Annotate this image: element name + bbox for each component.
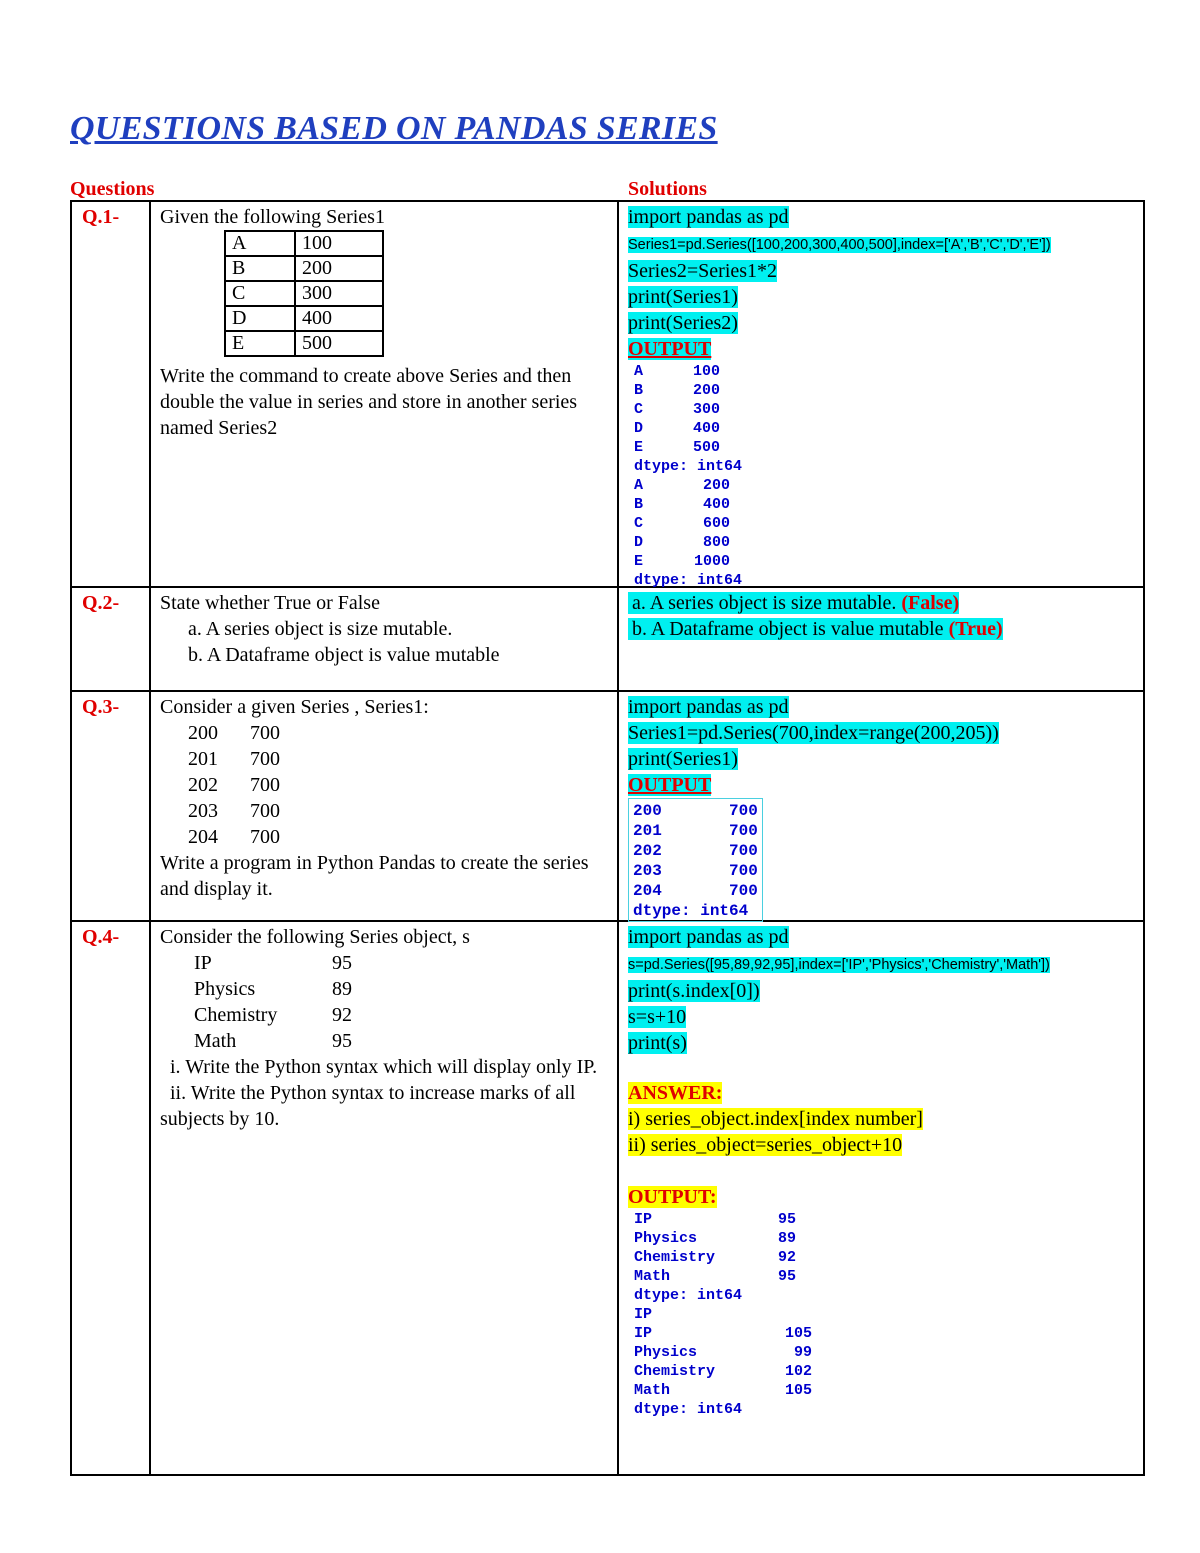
q1-output-series2 [634, 476, 1138, 571]
output-row-value: 700 [729, 882, 758, 900]
series-row [188, 772, 605, 798]
series-row-key: 200 [188, 722, 218, 744]
output-row-key: E [634, 553, 644, 570]
q1-code-line: Series2=Series1*2 [628, 260, 778, 282]
q1-series-table [224, 230, 384, 357]
series-row-value: 700 [250, 800, 280, 822]
q2-answer-b: b. A Dataframe object is value mutable [632, 618, 949, 640]
table-row [225, 256, 383, 281]
q1-code-line: Series1=pd.Series([100,200,300,400,500],index=['A','B','C','D','E']) [628, 237, 1051, 253]
output-row [634, 1229, 1138, 1248]
output-row [634, 495, 1138, 514]
output-row [633, 861, 758, 881]
output-row-value: 105 [784, 1325, 812, 1342]
series-row-key: 202 [188, 774, 218, 796]
series-row [188, 720, 605, 746]
q4-output-series1 [634, 1210, 1138, 1286]
table-cell-value: 200 [295, 256, 383, 281]
q2-item: b. A Dataframe object is value mutable [188, 644, 500, 666]
output-row [633, 821, 758, 841]
row-divider-2 [70, 690, 1145, 692]
q1-code-line: print(Series2) [628, 312, 738, 334]
col-divider-1 [149, 200, 151, 1476]
series-row-key: 204 [188, 826, 218, 848]
output-row [633, 801, 758, 821]
q4-part-ii: ii. Write the Python syntax to increase marks of all subjects by 10. [160, 1082, 581, 1130]
table-border-right [1143, 200, 1145, 1476]
q3-output-label: OUTPUT [628, 774, 712, 796]
q4-code-line: s=pd.Series([95,89,92,95],index=['IP','Physics','Chemistry','Math']) [628, 957, 1050, 973]
output-row-key: Chemistry [634, 1363, 716, 1380]
q3-solution [628, 694, 1138, 922]
q3-dtype: dtype: int64 [633, 902, 749, 920]
q2-number: Q.2- [82, 592, 120, 614]
output-row-value: 700 [729, 822, 758, 840]
q4-question [160, 924, 605, 1132]
series-row-value: 700 [250, 748, 280, 770]
q2-item: a. A series object is size mutable. [188, 618, 453, 640]
output-row [634, 438, 1138, 457]
q4-output-label: OUTPUT: [628, 1186, 717, 1208]
q4-answer: ii) series_object=series_object+10 [628, 1134, 903, 1156]
output-row-value: 300 [692, 401, 720, 418]
output-row-key: E [634, 439, 644, 456]
output-row-value: 89 [778, 1230, 797, 1247]
series-row-value: 95 [332, 1030, 352, 1052]
q1-code-line: import pandas as pd [628, 206, 789, 228]
table-cell-index: D [225, 306, 295, 331]
table-cell-value: 500 [295, 331, 383, 356]
output-row-key: Physics [634, 1344, 698, 1361]
q1-output-series1 [634, 362, 1138, 457]
table-cell-index: E [225, 331, 295, 356]
q2-answer-a: a. A series object is size mutable. [632, 592, 902, 614]
output-row-value: 600 [702, 515, 730, 532]
table-cell-index: A [225, 231, 295, 256]
series-row [188, 798, 605, 824]
output-row-key: Chemistry [634, 1249, 716, 1266]
series-row-value: 92 [332, 1004, 352, 1026]
q2-intro: State whether True or False [160, 592, 380, 614]
output-row-key: Physics [634, 1230, 698, 1247]
output-row [634, 381, 1138, 400]
q1-output [628, 362, 1138, 590]
table-row [225, 306, 383, 331]
q4-output-series2 [634, 1324, 1138, 1400]
output-row-key: IP [634, 1325, 653, 1342]
output-row-key: 202 [633, 842, 662, 860]
series-row [194, 976, 605, 1002]
output-row-key: 200 [633, 802, 662, 820]
series-row-key: Chemistry [194, 1004, 278, 1026]
q1-question [160, 204, 605, 441]
output-row-key: B [634, 382, 644, 399]
q4-dtype2: dtype: int64 [634, 1401, 743, 1418]
q1-intro: Given the following Series1 [160, 206, 385, 228]
q1-dtype1: dtype: int64 [634, 458, 743, 475]
output-row-key: D [634, 420, 644, 437]
output-row-value: 400 [702, 496, 730, 513]
q1-dtype2: dtype: int64 [634, 572, 743, 589]
series-row [194, 950, 605, 976]
q2-answer-b-result: (True) [948, 618, 1003, 640]
output-row-value: 105 [784, 1382, 812, 1399]
q4-code-line: print(s.index[0]) [628, 980, 760, 1002]
table-border-top [70, 200, 1145, 202]
table-cell-value: 100 [295, 231, 383, 256]
output-row-value: 800 [702, 534, 730, 551]
q4-solution [628, 924, 1138, 1419]
output-row-key: B [634, 496, 644, 513]
q3-number: Q.3- [82, 696, 120, 718]
q4-number: Q.4- [82, 926, 120, 948]
series-row [194, 1028, 605, 1054]
output-row-key: Math [634, 1268, 671, 1285]
output-row [634, 1324, 1138, 1343]
output-row [634, 1343, 1138, 1362]
table-cell-value: 300 [295, 281, 383, 306]
output-row-value: 700 [729, 802, 758, 820]
series-row-value: 700 [250, 826, 280, 848]
output-row-value: 1000 [693, 553, 730, 570]
q4-code-line: s=s+10 [628, 1006, 687, 1028]
output-row [634, 400, 1138, 419]
series-row [188, 824, 605, 850]
table-cell-index: C [225, 281, 295, 306]
output-row [634, 1210, 1138, 1229]
series-row-value: 89 [332, 978, 352, 1000]
output-row [634, 419, 1138, 438]
questions-header: Questions [70, 178, 155, 200]
output-row [633, 881, 758, 901]
output-row-key: C [634, 401, 644, 418]
output-row-value: 700 [729, 842, 758, 860]
output-row-value: 500 [692, 439, 720, 456]
output-row [634, 362, 1138, 381]
output-row-value: 95 [778, 1268, 797, 1285]
q3-code-line: import pandas as pd [628, 696, 789, 718]
output-row [634, 552, 1138, 571]
output-row-value: 700 [729, 862, 758, 880]
q4-series [160, 950, 605, 1054]
output-row [634, 533, 1138, 552]
q3-text: Write a program in Python Pandas to create the series and display it. [160, 852, 589, 900]
output-row [634, 514, 1138, 533]
series-row-key: 201 [188, 748, 218, 770]
table-border-left [70, 200, 72, 1476]
output-row-key: 204 [633, 882, 662, 900]
output-row-value: 100 [692, 363, 720, 380]
output-row-key: 203 [633, 862, 662, 880]
output-row [634, 1381, 1138, 1400]
series-row-key: Math [194, 1030, 237, 1052]
series-row-value: 95 [332, 952, 352, 974]
q4-ip-line: IP [634, 1306, 653, 1323]
table-row [225, 281, 383, 306]
page-title: QUESTIONS BASED ON PANDAS SERIES [70, 110, 718, 147]
q3-intro: Consider a given Series , Series1: [160, 696, 429, 718]
q2-solution [628, 590, 1138, 642]
q3-output [628, 798, 763, 922]
output-row-key: 201 [633, 822, 662, 840]
q4-dtype1: dtype: int64 [634, 1287, 743, 1304]
series-row [188, 746, 605, 772]
output-row-key: C [634, 515, 644, 532]
output-row-value: 200 [692, 382, 720, 399]
output-row-key: D [634, 534, 644, 551]
q4-answer: i) series_object.index[index number] [628, 1108, 923, 1130]
output-row [634, 1362, 1138, 1381]
output-row-value: 95 [778, 1211, 797, 1228]
output-row-value: 200 [702, 477, 730, 494]
series-row-key: 203 [188, 800, 218, 822]
q3-series [160, 720, 605, 850]
table-row [225, 331, 383, 356]
output-row [634, 476, 1138, 495]
q1-number: Q.1- [82, 206, 120, 228]
series-row-key: IP [194, 952, 212, 974]
q4-code-line: print(s) [628, 1032, 687, 1054]
col-divider-2 [617, 200, 619, 1476]
q2-question [160, 590, 605, 668]
output-row-key: IP [634, 1211, 653, 1228]
q3-code-line: Series1=pd.Series(700,index=range(200,205)) [628, 722, 999, 744]
output-row-key: A [634, 363, 644, 380]
q3-output-series [633, 801, 758, 901]
q1-code-line: print(Series1) [628, 286, 738, 308]
output-row-value: 400 [692, 420, 720, 437]
q4-answer-label: ANSWER: [628, 1082, 723, 1104]
qa-table [70, 200, 1145, 1476]
output-row-key: A [634, 477, 644, 494]
q1-output-label: OUTPUT [628, 338, 712, 360]
q4-output [628, 1210, 1138, 1419]
series-row-value: 700 [250, 774, 280, 796]
series-row-key: Physics [194, 978, 256, 1000]
q4-part-i: i. Write the Python syntax which will display only IP. [160, 1056, 598, 1078]
output-row-value: 102 [784, 1363, 812, 1380]
series-row-value: 700 [250, 722, 280, 744]
q3-question [160, 694, 605, 902]
q1-solution [628, 204, 1138, 590]
output-row [634, 1267, 1138, 1286]
output-row [634, 1248, 1138, 1267]
q4-intro: Consider the following Series object, s [160, 926, 470, 948]
table-cell-value: 400 [295, 306, 383, 331]
table-border-bottom [70, 1474, 1145, 1476]
output-row-key: Math [634, 1382, 671, 1399]
table-cell-index: B [225, 256, 295, 281]
series-row [194, 1002, 605, 1028]
q2-answer-a-result: (False) [901, 592, 960, 614]
q1-text: Write the command to create above Series and then double the value in series and store in another series named Series2 [160, 365, 578, 439]
output-row-value: 99 [793, 1344, 812, 1361]
output-row-value: 92 [778, 1249, 797, 1266]
table-row [225, 231, 383, 256]
solutions-header: Solutions [628, 178, 707, 200]
q4-code-line: import pandas as pd [628, 926, 789, 948]
output-row [633, 841, 758, 861]
q3-code-line: print(Series1) [628, 748, 738, 770]
